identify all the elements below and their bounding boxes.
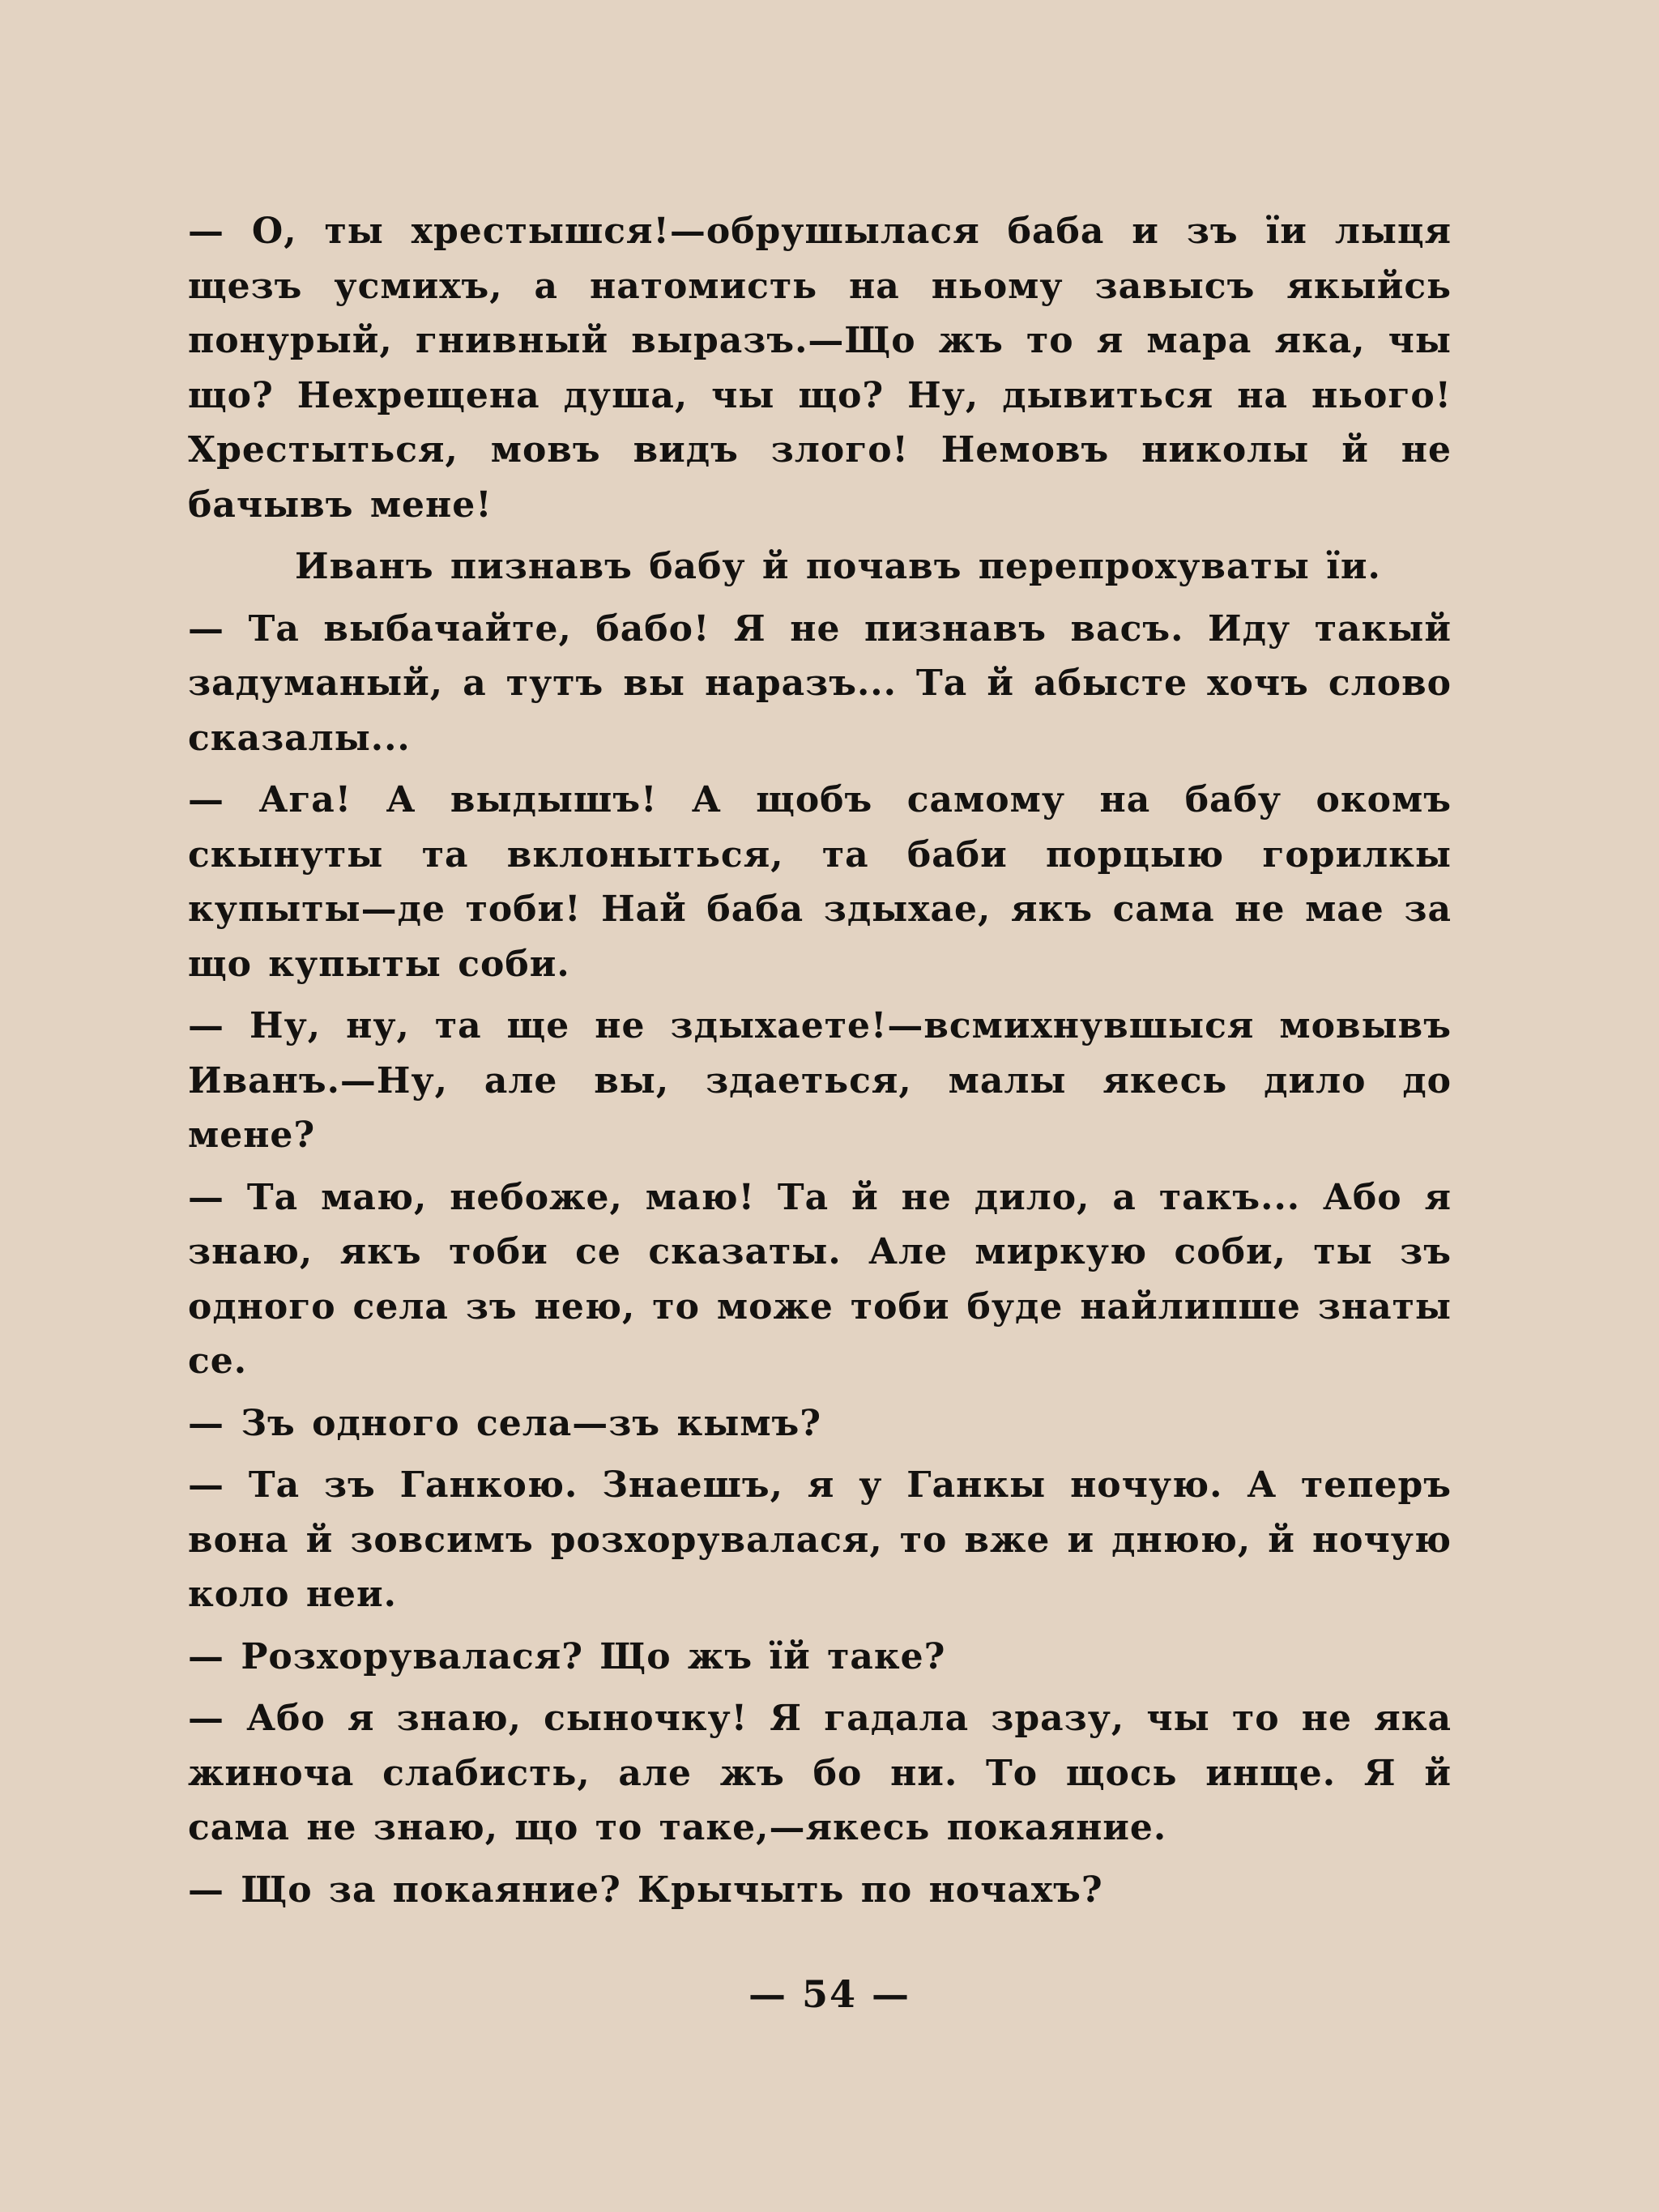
page-text	[188, 204, 1452, 1917]
paragraph: — Та зъ Ганкою. Знаешъ, я у Ганкы ночую. А теперъ вона й зовсимъ розхорувалася, то вже и днюю, й ночую коло неи.	[188, 1464, 1452, 1615]
paragraph: — Ну, ну, та ще не здыхаете!—всмихнувшыся мовывъ Иванъ.—Ну, але вы, здаеться, малы якесь дило до мене?	[188, 1005, 1452, 1156]
paragraph: — Що за покаяние? Крычыть по ночахъ?	[188, 1869, 1103, 1911]
paragraph: — Зъ одного села—зъ кымъ?	[188, 1402, 822, 1444]
paragraph: — Ага! А выдышъ! А щобъ самому на бабу окомъ скынуты та вклоныться, та баби порцыю горилкы купыты—де тоби! Най баба здыхае, якъ сама не мае за що купыты соби.	[188, 779, 1452, 985]
paragraph: — Розхорувалася? Що жъ їй таке?	[188, 1635, 946, 1677]
paragraph: — О, ты хрестышся!—обрушылася баба и зъ їи лыця щезъ усмихъ, а натомисть на ньому завысъ якыйсь понурый, гнивный выразъ.—Що жъ то я мара яка, чы що? Нехрещена душа, чы що? Ну, дывиться на нього! Хрестыться, мовъ видъ злого! Немовъ николы й не бачывъ мене!	[188, 211, 1452, 526]
paragraph: — Та выбачайте, бабо! Я не пизнавъ васъ. Иду такый задуманый, а тутъ вы наразъ... Та й абысте хочъ слово сказалы...	[188, 607, 1452, 759]
paragraph: — Або я знаю, сыночку! Я гадала зразу, чы то не яка жиноча слабисть, але жъ бо ни. То щось инще. Я й сама не знаю, що то таке,—якесь покаяние.	[188, 1698, 1452, 1848]
page-number: — 54 —	[748, 1972, 911, 2016]
paragraph: Иванъ пизнавъ бабу й почавъ перепрохуваты їи.	[295, 546, 1381, 587]
paragraph: — Та маю, небоже, маю! Та й не дило, а такъ... Або я знаю, якъ тоби се сказаты. Але миркую соби, ты зъ одного села зъ нею, то може тоби буде найлипше знаты се.	[188, 1176, 1452, 1382]
